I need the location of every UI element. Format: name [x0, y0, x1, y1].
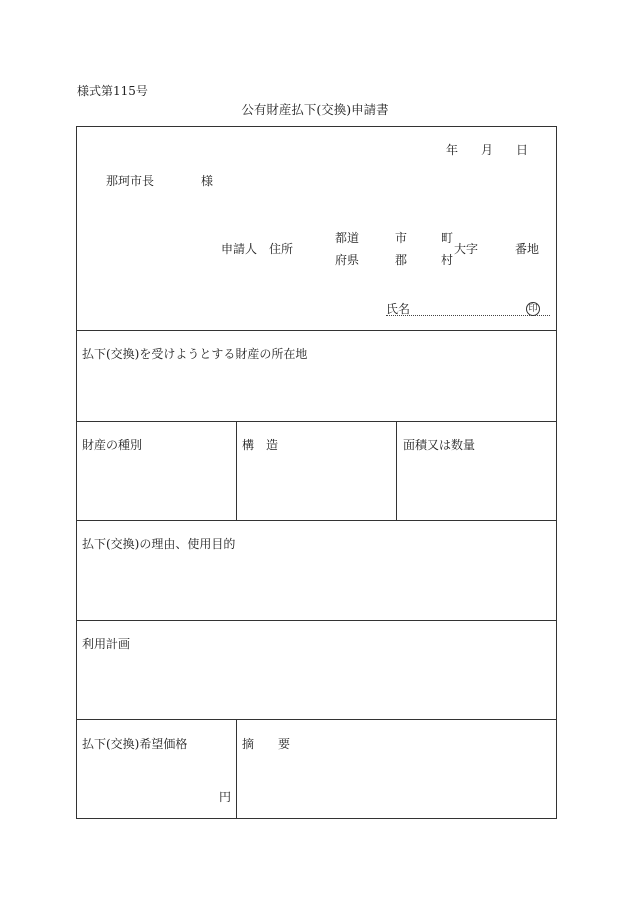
- date-year-label: 年: [446, 143, 459, 157]
- form-table: [76, 126, 557, 819]
- desired-price-label: 払下(交換)希望価格: [82, 737, 188, 751]
- town-bottom: 村: [441, 253, 454, 267]
- property-type-label: 財産の種別: [82, 438, 143, 452]
- form-title: 公有財産払下(交換)申請書: [241, 102, 389, 117]
- oaza-label: 大字: [454, 242, 479, 256]
- row-divider: [76, 620, 557, 621]
- name-field-line: [386, 315, 550, 316]
- row-divider: [76, 520, 557, 521]
- prefecture-top: 都道: [335, 231, 360, 245]
- banchi-label: 番地: [515, 242, 540, 256]
- area-quantity-label: 面積又は数量: [403, 438, 476, 452]
- row-divider: [76, 719, 557, 720]
- seal-mark: 印: [526, 302, 540, 316]
- row-divider: [76, 421, 557, 422]
- form-number: 様式第115号: [77, 84, 148, 98]
- yen-label: 円: [219, 790, 232, 804]
- address-label: 住所: [269, 242, 294, 256]
- city-bottom: 郡: [395, 253, 408, 267]
- applicant-label: 申請人: [221, 242, 258, 256]
- remarks-label: 摘 要: [242, 737, 291, 751]
- reason-label: 払下(交換)の理由、使用目的: [82, 537, 236, 551]
- name-label: 氏名: [386, 302, 411, 316]
- honorific: 様: [201, 174, 214, 188]
- row-divider: [76, 330, 557, 331]
- column-divider: [236, 719, 237, 819]
- date-day-label: 日: [516, 143, 529, 157]
- column-divider: [236, 421, 237, 520]
- city-top: 市: [395, 231, 408, 245]
- date-month-label: 月: [481, 143, 494, 157]
- town-top: 町: [441, 231, 454, 245]
- column-divider: [396, 421, 397, 520]
- addressee: 那珂市長: [106, 174, 155, 188]
- structure-label: 構 造: [242, 438, 279, 452]
- plan-label: 利用計画: [82, 637, 131, 651]
- prefecture-bottom: 府県: [335, 253, 360, 267]
- location-label: 払下(交換)を受けようとする財産の所在地: [82, 347, 308, 361]
